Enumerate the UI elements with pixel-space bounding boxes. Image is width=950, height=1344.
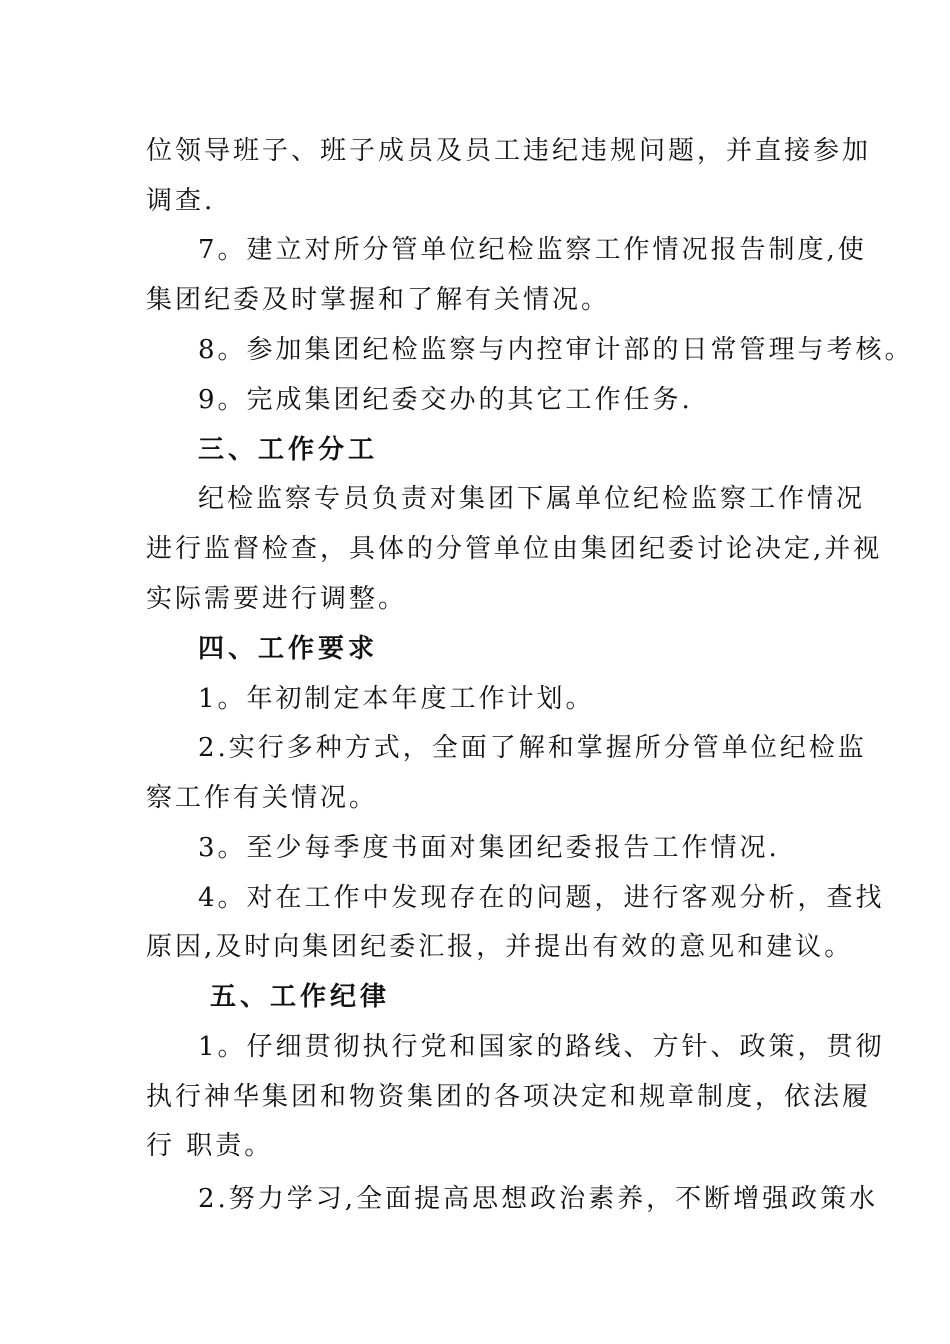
list-item-8: 8。参加集团纪检监察与内控审计部的日常管理与考核。: [198, 335, 914, 365]
list-item-9: 9。完成集团纪委交办的其它工作任务.: [198, 385, 693, 415]
list-item-7: 7。建立对所分管单位纪检监察工作情况报告制度,使: [198, 235, 867, 265]
text-line: 察工作有关情况。: [146, 783, 379, 813]
text-line: 集团纪委及时掌握和了解有关情况。: [146, 285, 611, 315]
section-heading-work-division: 三、工作分工: [198, 435, 379, 465]
text-line: 行 职责。: [146, 1131, 274, 1161]
text-line: 调查.: [146, 186, 216, 216]
section-heading-work-requirements: 四、工作要求: [198, 634, 379, 664]
paragraph-line: 实际需要进行调整。: [146, 584, 408, 614]
text-line: 位领导班子、班子成员及员工违纪违规问题，并直接参加: [146, 136, 872, 166]
text-line: 执行神华集团和物资集团的各项决定和规章制度，依法履: [146, 1082, 872, 1112]
paragraph-line: 纪检监察专员负责对集团下属单位纪检监察工作情况: [198, 484, 866, 514]
list-item-4: 4。对在工作中发现存在的问题，进行客观分析，查找: [198, 883, 885, 913]
list-item-2: 2.实行多种方式，全面了解和掌握所分管单位纪检监: [198, 733, 867, 763]
list-item-1: 1。仔细贯彻执行党和国家的路线、方针、政策，贯彻: [198, 1032, 885, 1062]
section-heading-work-discipline: 五、工作纪律: [210, 982, 391, 1012]
list-item-1: 1。年初制定本年度工作计划。: [198, 684, 595, 714]
list-item-2: 2.努力学习,全面提高思想政治素养，不断增强政策水: [198, 1184, 879, 1214]
text-line: 原因,及时向集团纪委汇报，并提出有效的意见和建议。: [146, 932, 854, 962]
list-item-3: 3。至少每季度书面对集团纪委报告工作情况.: [198, 833, 780, 863]
paragraph-line: 进行监督检查，具体的分管单位由集团纪委讨论决定,并视: [146, 534, 883, 564]
